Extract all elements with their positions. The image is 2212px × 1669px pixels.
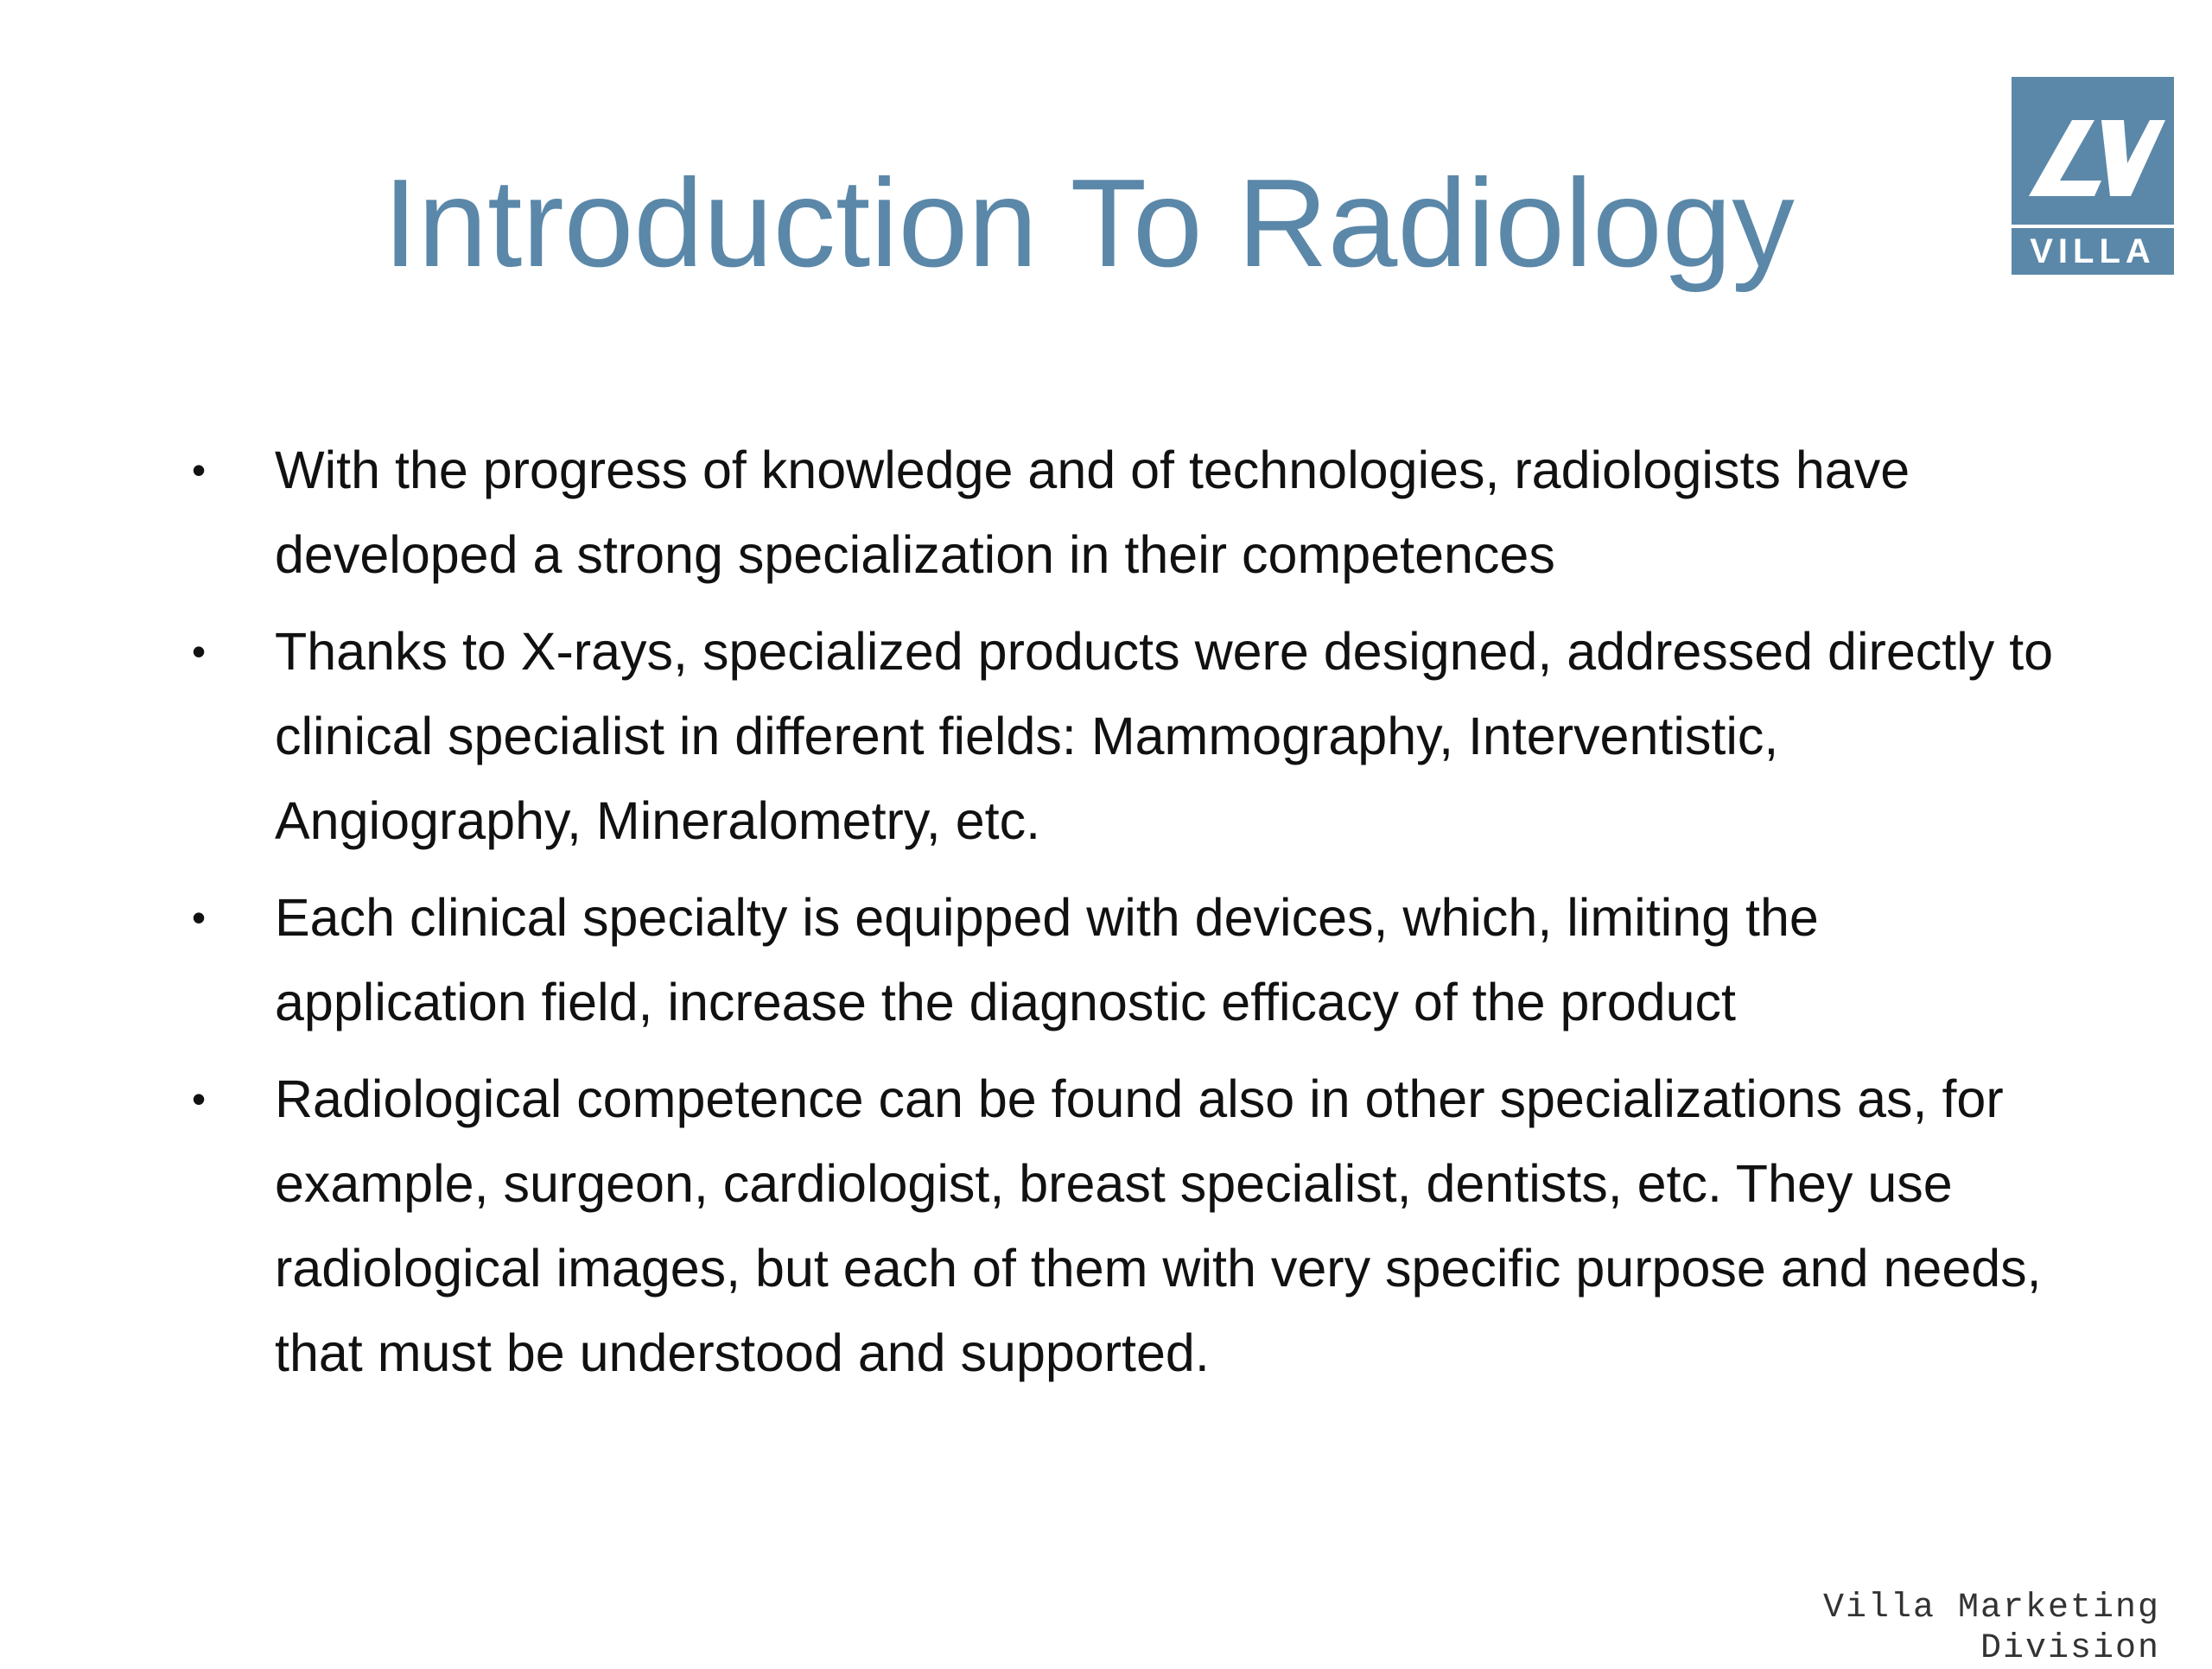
bullet-item xyxy=(181,875,2065,1044)
bullet-text: Radiological competence can be found also in other specializations as, for example, surgeon, cardiologist, breast specialist, dentists, etc. They use radiological images, but each of them with very specific purpose and needs, that must be understood and supported. xyxy=(275,1069,2042,1382)
slide-title-text: Introduction To Radiology xyxy=(383,153,1795,293)
bullet-item xyxy=(181,428,2065,597)
logo-text: VILLA xyxy=(2030,232,2156,270)
bullet-marker: • xyxy=(191,895,207,940)
logo-divider xyxy=(2012,225,2174,228)
bullet-list xyxy=(181,428,2065,1407)
bullet-marker: • xyxy=(191,629,207,674)
bullet-text: With the progress of knowledge and of technologies, radiologists have developed a strong specialization in their competences xyxy=(275,441,1910,584)
footer-line-1: Villa Marketing xyxy=(1822,1589,2160,1628)
bullet-marker: • xyxy=(191,447,207,492)
bullet-item xyxy=(181,609,2065,863)
footer xyxy=(1823,1588,2160,1669)
bullet-marker: • xyxy=(191,1076,207,1121)
slide-title xyxy=(0,145,2212,301)
villa-logo xyxy=(2012,77,2174,275)
villa-logo-icon xyxy=(2012,77,2174,225)
bullet-item xyxy=(181,1057,2065,1395)
footer-line-2: Division xyxy=(1980,1629,2160,1668)
bullet-text: Each clinical specialty is equipped with devices, which, limiting the application field, increase the diagnostic efficacy of the product xyxy=(275,888,1819,1031)
bullet-text: Thanks to X-rays, specialized products were designed, addressed directly to clinical specialist in different fields: Mammography, Interventistic, Angiography, Mineralometry, etc. xyxy=(275,622,2054,850)
